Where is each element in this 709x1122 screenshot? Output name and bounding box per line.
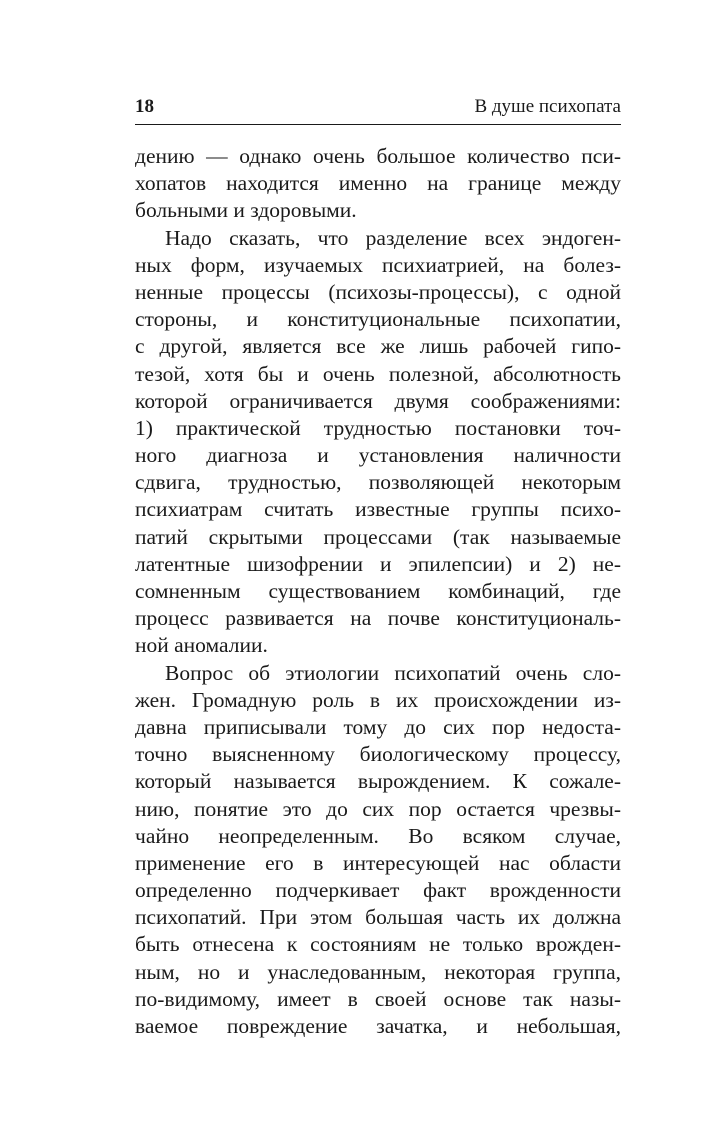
paragraph-3-line: ным, но и унаследованным, некоторая группа, [135,959,621,984]
paragraph-2-line: ных форм, изучаемых психиатрией, на болез- [135,252,621,277]
paragraph-2-line: сдвига, трудностью, позволяющей некоторым [135,470,621,495]
paragraph-2-line: ного диагноза и установления наличности [135,443,621,468]
paragraph-1-line: хопатов находится именно на границе между [135,171,621,196]
paragraph-3-line: ваемое повреждение зачатка, и небольшая, [135,1014,621,1038]
paragraph-2-line: процесс развивается на почве конституциональ- [135,606,621,631]
body-text [135,143,621,1040]
paragraph-2-line: которой ограничивается двумя соображениями: [135,388,621,413]
paragraph-3-line: давна приписывали тому до сих пор недоста- [135,714,621,739]
paragraph-3-line: по-видимому, имеет в своей основе так назы- [135,986,621,1011]
paragraph-1-line: больными и здоровыми. [135,198,357,223]
paragraph-3-line: определенно подчеркивает факт врожденности [135,878,621,903]
paragraph-3-line: точно выясненному биологическому процессу, [135,742,621,767]
paragraph-3-line: быть отнесена к состояниям не только врожден- [135,932,621,957]
paragraph-2-line: стороны, и конституциональные психопатии, [135,307,621,332]
paragraph-3-line: нию, понятие это до сих пор остается чрезвы- [135,796,621,821]
paragraph-3-line: жен. Громадную роль в их происхождении из- [135,687,621,712]
paragraph-2-line: психиатрам считать известные группы психо- [135,497,621,522]
paragraph-2-line: латентные шизофрении и эпилепсии) и 2) не- [135,551,621,576]
paragraph-3-line: Вопрос об этиологии психопатий очень сло- [165,660,621,685]
header-rule [135,124,621,125]
paragraph-2-line: сомненным существованием комбинаций, где [135,579,621,603]
paragraph-2-line: патий скрытыми процессами (так называемые [135,524,621,549]
paragraph-1-line: дению — однако очень большое количество пси- [135,144,621,168]
paragraph-2-line: ненные процессы (психозы-процессы), с одной [135,279,621,304]
paragraph-2-line: с другой, является все же лишь рабочей гипо- [135,334,621,359]
paragraph-3-line: который называется вырождением. К сожале- [135,769,621,794]
page-number: 18 [135,96,154,117]
running-head-title: В душе психопата [474,96,621,117]
paragraph-2-line: 1) практической трудностью постановки точ- [135,415,621,440]
running-head [135,94,621,120]
paragraph-2-line: ной аномалии. [135,633,268,658]
paragraph-3-line: применение его в интересующей нас области [135,850,621,875]
paragraph-3-line: чайно неопределенным. Во всяком случае, [135,823,621,848]
paragraph-3-line: психопатий. При этом большая часть их должна [135,905,621,930]
paragraph-2-line: тезой, хотя бы и очень полезной, абсолютность [135,361,621,386]
paragraph-2-line: Надо сказать, что разделение всех эндоген- [165,225,621,250]
